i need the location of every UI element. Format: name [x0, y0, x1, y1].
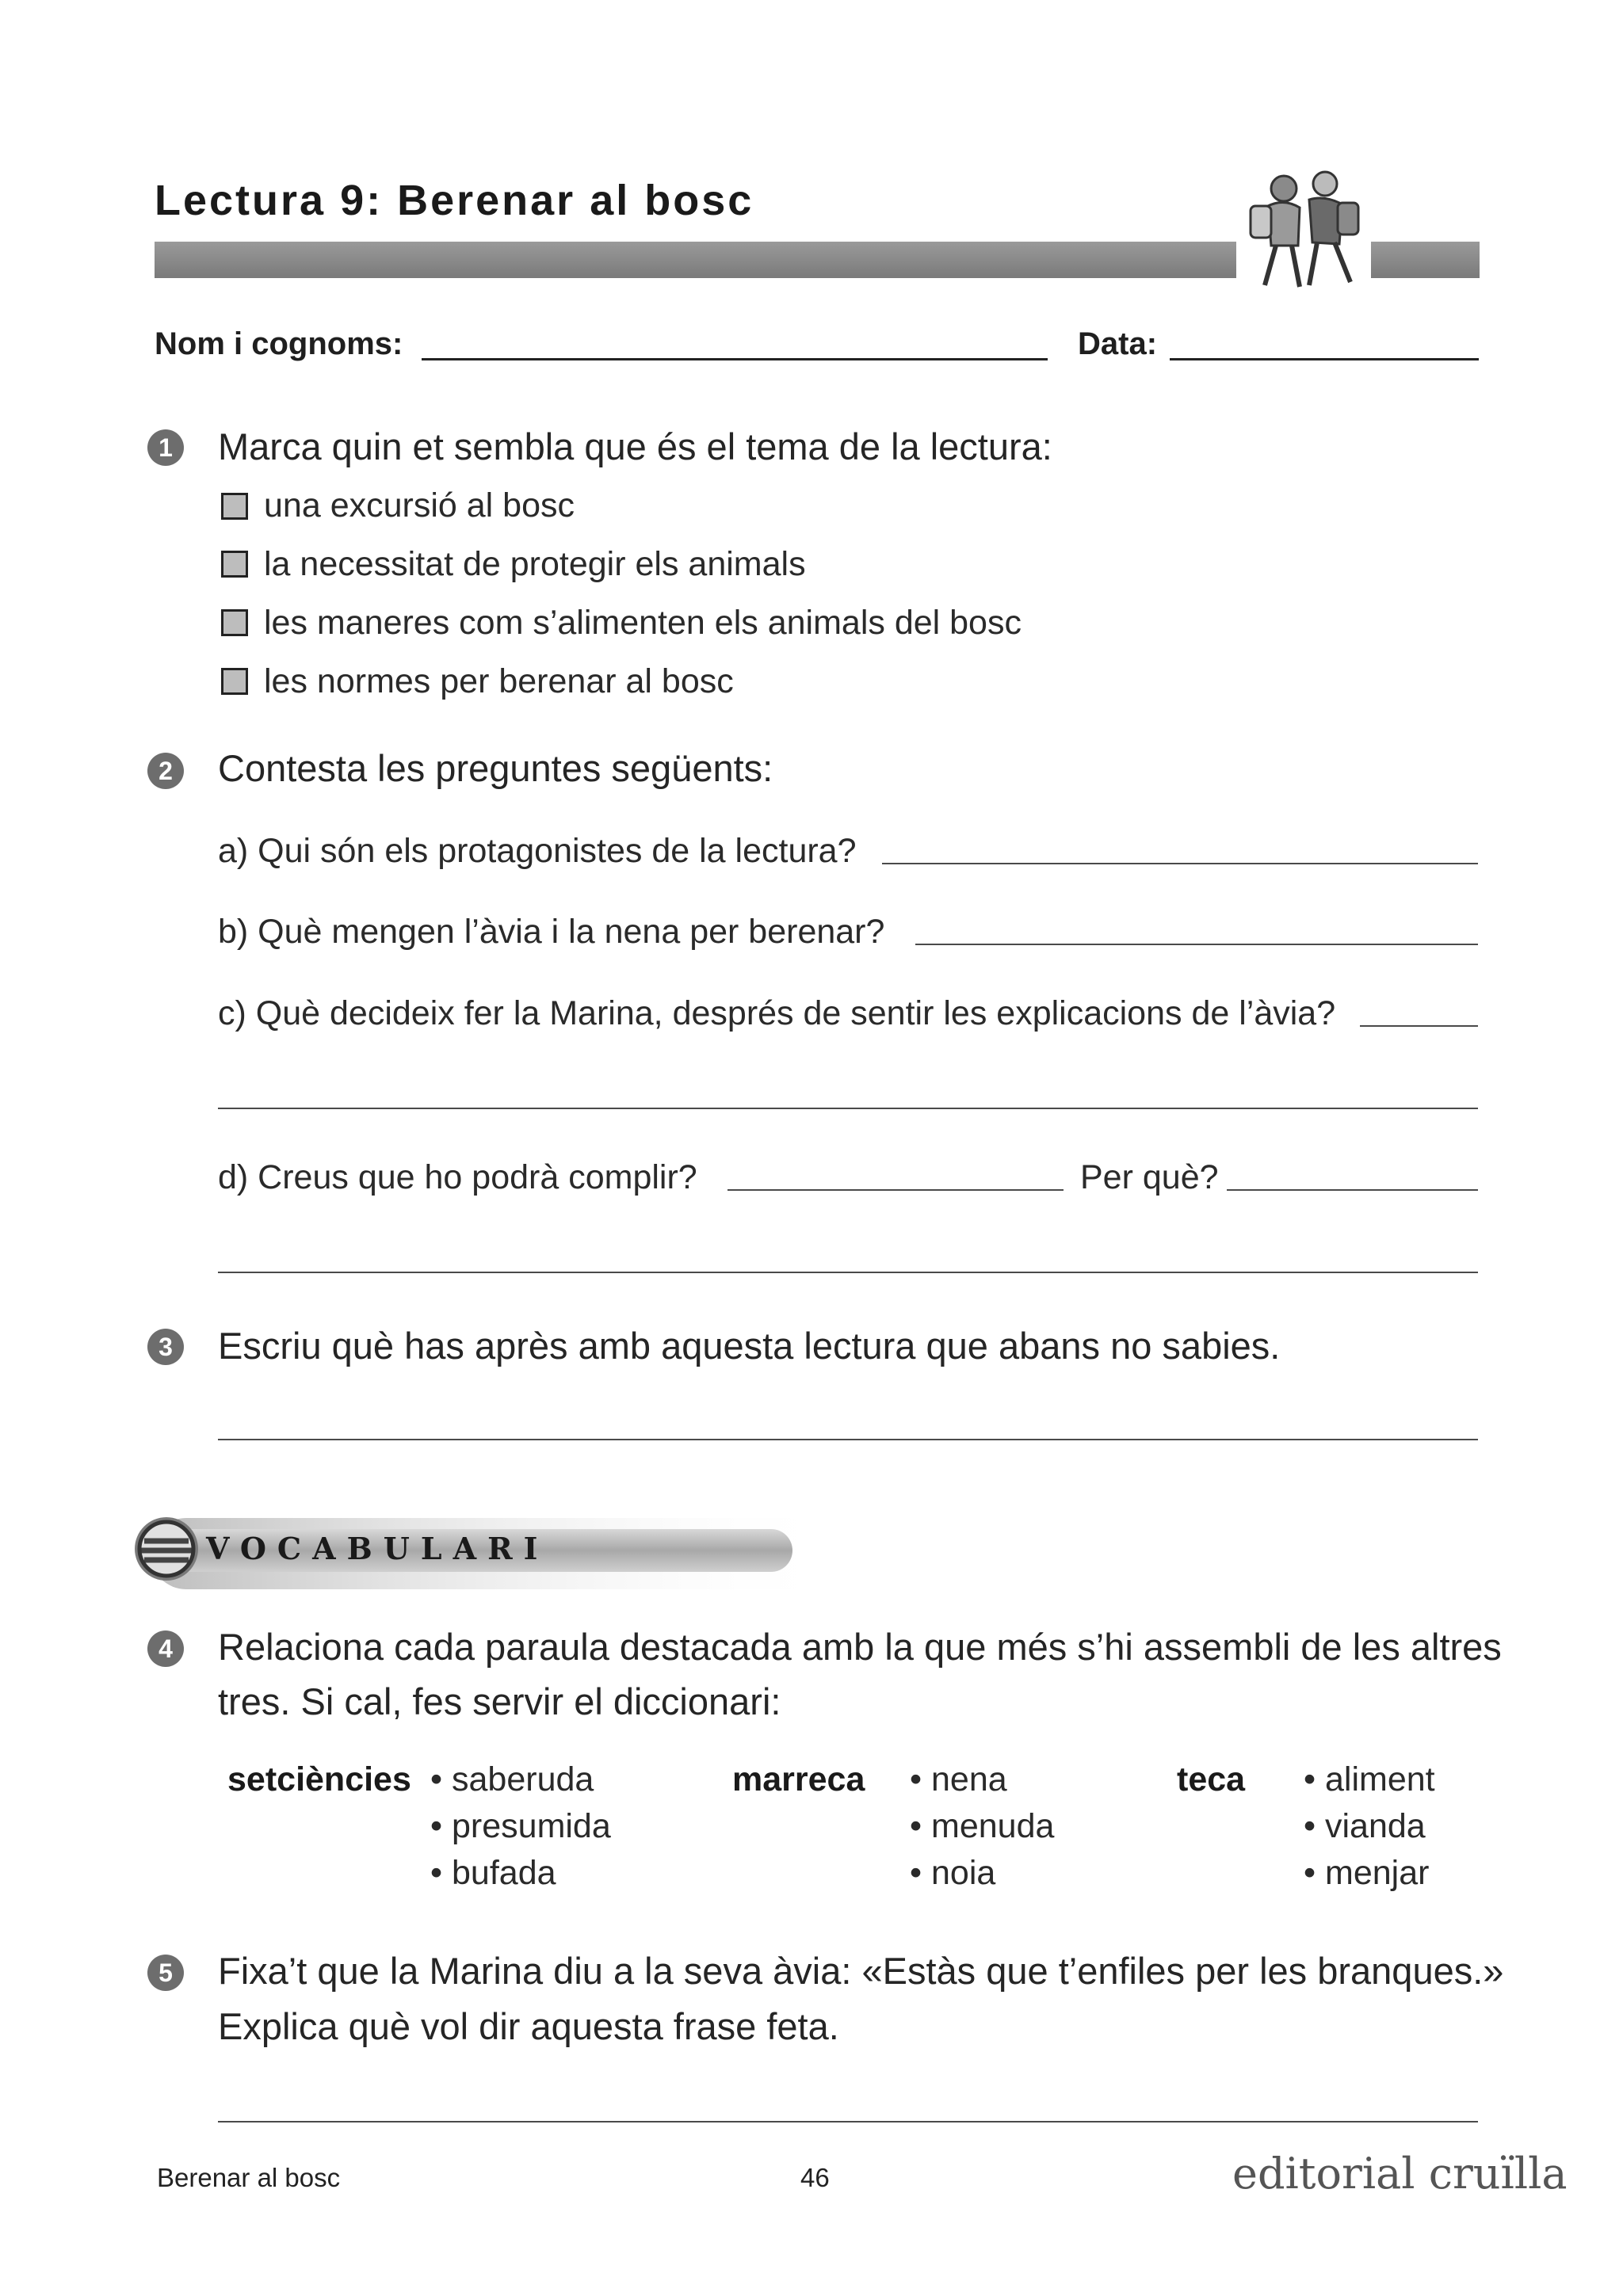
question-5-text-line-2: Explica què vol dir aquesta frase feta.	[218, 2005, 839, 2047]
question-1-text: Marca quin et sembla que és el tema de la lectura:	[218, 425, 1052, 467]
vocab-option[interactable]: • nena	[910, 1760, 1007, 1798]
question-2d-text: d) Creus que ho podrà complir?	[218, 1158, 697, 1196]
answer-2a-line[interactable]	[882, 863, 1478, 864]
question-number-5: 5	[147, 1955, 184, 1991]
question-number-4: 4	[147, 1630, 184, 1667]
vocab-option[interactable]: • presumida	[430, 1807, 611, 1845]
vocab-word-setciencies: setciències	[227, 1760, 411, 1798]
answer-3-line[interactable]	[218, 1439, 1478, 1440]
vocab-option[interactable]: • vianda	[1304, 1807, 1426, 1845]
checkbox-option-2[interactable]	[221, 551, 248, 578]
question-2-text: Contesta les preguntes següents:	[218, 747, 773, 789]
question-number-2: 2	[147, 753, 184, 789]
question-4-text-line-2: tres. Si cal, fes servir el diccionari:	[218, 1680, 781, 1722]
vocabulary-globe-icon	[127, 1509, 206, 1589]
question-2b-text: b) Què mengen l’àvia i la nena per berenar?	[218, 913, 885, 951]
answer-2d-line[interactable]	[727, 1189, 1064, 1191]
checkbox-option-3[interactable]	[221, 609, 248, 636]
vocab-option[interactable]: • menjar	[1304, 1854, 1430, 1892]
vocab-option[interactable]: • noia	[910, 1854, 996, 1892]
question-3-text: Escriu què has après amb aquesta lectura que abans no sabies.	[218, 1325, 1281, 1367]
question-2a-text: a) Qui són els protagonistes de la lectura?	[218, 832, 857, 870]
page-title: Lectura 9: Berenar al bosc	[155, 177, 754, 224]
option-4-label: les normes per berenar al bosc	[264, 662, 734, 700]
answer-5-line[interactable]	[218, 2121, 1478, 2122]
question-4-text-line-1: Relaciona cada paraula destacada amb la que més s’hi assembli de les altres	[218, 1626, 1502, 1668]
date-field[interactable]	[1170, 358, 1479, 360]
date-label: Data:	[1078, 326, 1158, 361]
answer-2c-line-2[interactable]	[218, 1108, 1478, 1109]
page-number: 46	[800, 2163, 830, 2192]
vocab-option[interactable]: • saberuda	[430, 1760, 594, 1798]
answer-2b-line[interactable]	[915, 944, 1478, 945]
checkbox-option-1[interactable]	[221, 493, 248, 520]
option-1-label: una excursió al bosc	[264, 486, 575, 524]
vocab-option[interactable]: • menuda	[910, 1807, 1055, 1845]
vocab-option[interactable]: • bufada	[430, 1854, 556, 1892]
footer-title: Berenar al bosc	[157, 2163, 341, 2192]
option-2-label: la necessitat de protegir els animals	[264, 545, 806, 583]
question-number-3: 3	[147, 1329, 184, 1365]
question-2d-why-text: Per què?	[1080, 1158, 1219, 1196]
question-5-text-line-1: Fixa’t que la Marina diu a la seva àvia: «Estàs que t’enfiles per les branques.»	[218, 1950, 1504, 1992]
checkbox-option-4[interactable]	[221, 668, 248, 695]
question-number-1: 1	[147, 429, 184, 466]
vocabulary-heading: VOCABULARI	[206, 1531, 549, 1566]
answer-2c-line[interactable]	[1360, 1025, 1478, 1027]
vocab-option[interactable]: • aliment	[1304, 1760, 1435, 1798]
vocab-word-teca: teca	[1177, 1760, 1246, 1798]
hikers-illustration-icon	[1236, 166, 1371, 293]
name-field[interactable]	[422, 358, 1048, 360]
name-label: Nom i cognoms:	[155, 326, 403, 361]
answer-2d-line-2[interactable]	[218, 1272, 1478, 1273]
option-3-label: les maneres com s’alimenten els animals del bosc	[264, 604, 1022, 642]
question-2c-text: c) Què decideix fer la Marina, després de sentir les explicacions de l’àvia?	[218, 994, 1336, 1032]
answer-2d-why-line[interactable]	[1227, 1189, 1478, 1191]
vocab-word-marreca: marreca	[732, 1760, 865, 1798]
publisher-logo: editorial cruïlla	[1232, 2149, 1568, 2199]
